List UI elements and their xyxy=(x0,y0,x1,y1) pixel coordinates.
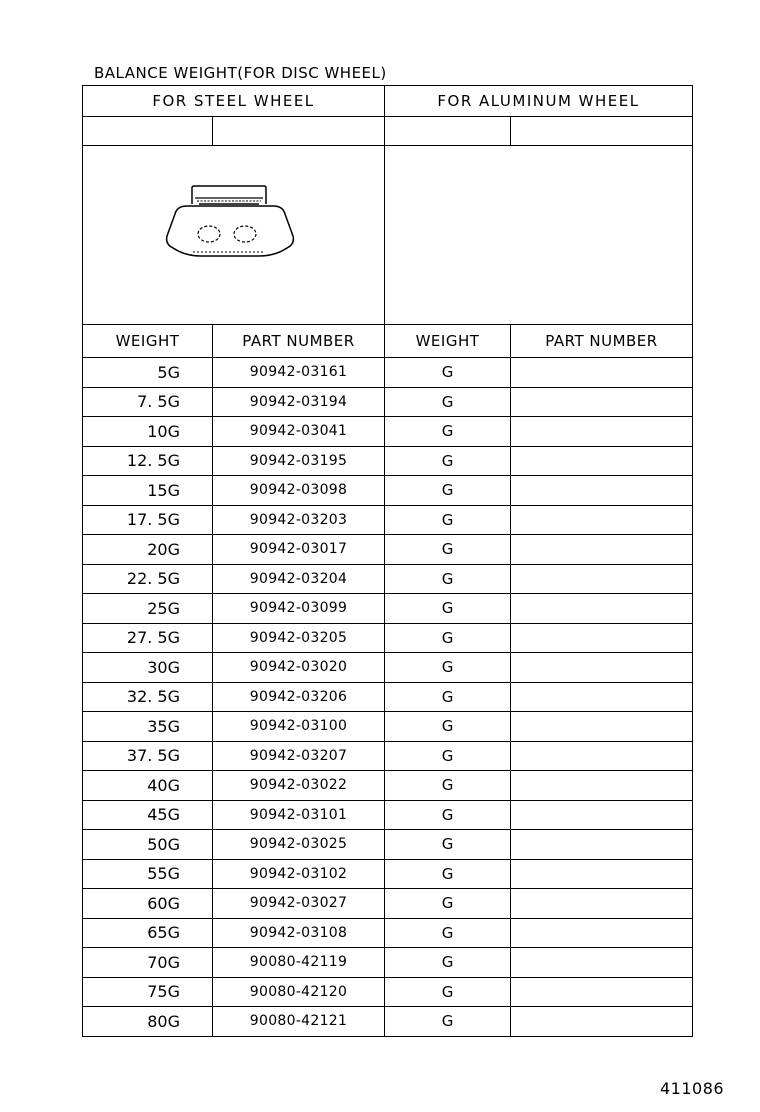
part-number-cell: 90942-03100 xyxy=(213,712,385,742)
table-row xyxy=(83,800,693,830)
blank-row xyxy=(83,117,693,146)
blank-cell xyxy=(385,117,511,146)
table-row xyxy=(83,564,693,594)
balance-weight-illustration xyxy=(155,184,295,274)
aluminum-part-number-cell xyxy=(511,387,693,417)
aluminum-weight-cell: G xyxy=(385,830,511,860)
weight-cell: 10G xyxy=(83,417,213,447)
wheel-type-header-row xyxy=(83,86,693,117)
table-row xyxy=(83,830,693,860)
page-title: BALANCE WEIGHT(FOR DISC WHEEL) xyxy=(94,64,387,82)
part-number-cell: 90942-03020 xyxy=(213,653,385,683)
aluminum-weight-cell: G xyxy=(385,859,511,889)
aluminum-weight-column-header: WEIGHT xyxy=(385,325,511,358)
weight-column-header: WEIGHT xyxy=(83,325,213,358)
table-row xyxy=(83,889,693,919)
weight-cell: 55G xyxy=(83,859,213,889)
aluminum-weight-illustration-cell xyxy=(385,146,693,325)
aluminum-part-number-cell xyxy=(511,653,693,683)
weight-cell: 37. 5G xyxy=(83,741,213,771)
aluminum-weight-cell: G xyxy=(385,623,511,653)
weight-cell: 32. 5G xyxy=(83,682,213,712)
part-number-column-header: PART NUMBER xyxy=(213,325,385,358)
steel-weight-illustration-cell xyxy=(83,146,385,325)
weight-cell: 17. 5G xyxy=(83,505,213,535)
weight-cell: 40G xyxy=(83,771,213,801)
table-row xyxy=(83,1007,693,1037)
table-row xyxy=(83,977,693,1007)
weight-cell: 15G xyxy=(83,476,213,506)
part-number-cell: 90942-03098 xyxy=(213,476,385,506)
table-row xyxy=(83,476,693,506)
aluminum-part-number-cell xyxy=(511,446,693,476)
aluminum-part-number-cell xyxy=(511,771,693,801)
weight-cell: 65G xyxy=(83,918,213,948)
weight-cell: 27. 5G xyxy=(83,623,213,653)
aluminum-weight-cell: G xyxy=(385,387,511,417)
weight-cell: 45G xyxy=(83,800,213,830)
aluminum-part-number-cell xyxy=(511,682,693,712)
weight-cell: 12. 5G xyxy=(83,446,213,476)
table-row xyxy=(83,918,693,948)
weight-cell: 20G xyxy=(83,535,213,565)
table-row xyxy=(83,653,693,683)
table-row xyxy=(83,594,693,624)
aluminum-weight-cell: G xyxy=(385,594,511,624)
weight-cell: 25G xyxy=(83,594,213,624)
table-row xyxy=(83,446,693,476)
aluminum-part-number-cell xyxy=(511,712,693,742)
aluminum-part-number-cell xyxy=(511,535,693,565)
part-number-cell: 90942-03017 xyxy=(213,535,385,565)
table-row xyxy=(83,358,693,388)
aluminum-weight-cell: G xyxy=(385,476,511,506)
aluminum-weight-cell: G xyxy=(385,889,511,919)
aluminum-part-number-cell xyxy=(511,830,693,860)
aluminum-weight-cell: G xyxy=(385,417,511,447)
weight-cell: 35G xyxy=(83,712,213,742)
steel-wheel-header: FOR STEEL WHEEL xyxy=(83,86,385,117)
aluminum-part-number-cell xyxy=(511,889,693,919)
part-number-cell: 90942-03203 xyxy=(213,505,385,535)
part-number-cell: 90942-03205 xyxy=(213,623,385,653)
table-row xyxy=(83,623,693,653)
weight-cell: 5G xyxy=(83,358,213,388)
aluminum-weight-cell: G xyxy=(385,977,511,1007)
aluminum-weight-cell: G xyxy=(385,535,511,565)
aluminum-weight-cell: G xyxy=(385,505,511,535)
part-number-cell: 90942-03102 xyxy=(213,859,385,889)
aluminum-weight-cell: G xyxy=(385,771,511,801)
aluminum-weight-cell: G xyxy=(385,653,511,683)
part-number-cell: 90942-03194 xyxy=(213,387,385,417)
weight-cell: 50G xyxy=(83,830,213,860)
aluminum-weight-cell: G xyxy=(385,446,511,476)
aluminum-weight-cell: G xyxy=(385,800,511,830)
blank-cell xyxy=(213,117,385,146)
part-number-cell: 90942-03027 xyxy=(213,889,385,919)
table-row xyxy=(83,535,693,565)
aluminum-part-number-cell xyxy=(511,594,693,624)
aluminum-part-number-cell xyxy=(511,564,693,594)
table-row xyxy=(83,505,693,535)
aluminum-part-number-cell xyxy=(511,476,693,506)
weight-cell: 80G xyxy=(83,1007,213,1037)
aluminum-part-number-cell xyxy=(511,948,693,978)
part-number-cell: 90942-03206 xyxy=(213,682,385,712)
balance-weight-table-container xyxy=(82,85,692,1037)
part-number-cell: 90942-03161 xyxy=(213,358,385,388)
part-number-cell: 90942-03099 xyxy=(213,594,385,624)
aluminum-part-number-cell xyxy=(511,800,693,830)
aluminum-part-number-cell xyxy=(511,623,693,653)
table-row xyxy=(83,948,693,978)
weight-cell: 7. 5G xyxy=(83,387,213,417)
aluminum-part-number-cell xyxy=(511,977,693,1007)
aluminum-part-number-cell xyxy=(511,417,693,447)
aluminum-weight-cell: G xyxy=(385,741,511,771)
aluminum-weight-cell: G xyxy=(385,712,511,742)
aluminum-part-number-cell xyxy=(511,1007,693,1037)
part-number-cell: 90942-03041 xyxy=(213,417,385,447)
document-number: 411086 xyxy=(660,1079,725,1098)
column-header-row xyxy=(83,325,693,358)
part-number-cell: 90080-42120 xyxy=(213,977,385,1007)
table-row xyxy=(83,387,693,417)
weight-cell: 75G xyxy=(83,977,213,1007)
table-row xyxy=(83,712,693,742)
weight-cell: 70G xyxy=(83,948,213,978)
aluminum-weight-cell: G xyxy=(385,1007,511,1037)
weight-cell: 30G xyxy=(83,653,213,683)
weight-cell: 60G xyxy=(83,889,213,919)
aluminum-wheel-header: FOR ALUMINUM WHEEL xyxy=(385,86,693,117)
part-number-cell: 90942-03207 xyxy=(213,741,385,771)
table-row xyxy=(83,682,693,712)
aluminum-part-number-cell xyxy=(511,859,693,889)
table-row xyxy=(83,859,693,889)
part-number-cell: 90942-03022 xyxy=(213,771,385,801)
aluminum-weight-cell: G xyxy=(385,918,511,948)
illustration-row xyxy=(83,146,693,325)
aluminum-part-number-cell xyxy=(511,358,693,388)
aluminum-part-number-cell xyxy=(511,741,693,771)
blank-cell xyxy=(511,117,693,146)
aluminum-weight-cell: G xyxy=(385,564,511,594)
aluminum-part-number-column-header: PART NUMBER xyxy=(511,325,693,358)
part-number-cell: 90942-03195 xyxy=(213,446,385,476)
part-number-cell: 90942-03101 xyxy=(213,800,385,830)
part-number-cell: 90942-03204 xyxy=(213,564,385,594)
part-number-cell: 90942-03025 xyxy=(213,830,385,860)
part-number-cell: 90942-03108 xyxy=(213,918,385,948)
aluminum-weight-cell: G xyxy=(385,682,511,712)
table-row xyxy=(83,417,693,447)
aluminum-weight-cell: G xyxy=(385,948,511,978)
part-number-cell: 90080-42121 xyxy=(213,1007,385,1037)
blank-cell xyxy=(83,117,213,146)
part-number-cell: 90080-42119 xyxy=(213,948,385,978)
weight-cell: 22. 5G xyxy=(83,564,213,594)
aluminum-part-number-cell xyxy=(511,505,693,535)
table-row xyxy=(83,771,693,801)
aluminum-weight-cell: G xyxy=(385,358,511,388)
aluminum-part-number-cell xyxy=(511,918,693,948)
table-row xyxy=(83,741,693,771)
balance-weight-table xyxy=(82,85,693,1037)
